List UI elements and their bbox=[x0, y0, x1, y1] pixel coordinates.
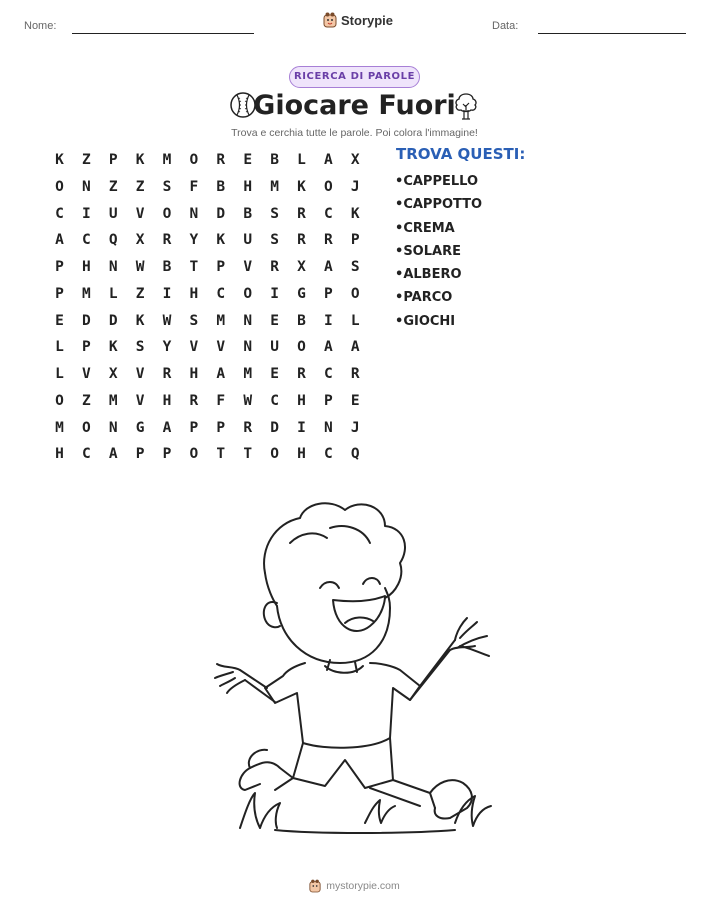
word-list-item: • SOLARE bbox=[395, 240, 482, 263]
grid-cell[interactable]: D bbox=[270, 419, 279, 436]
grid-cell[interactable]: R bbox=[297, 232, 306, 249]
grid-cell[interactable]: A bbox=[323, 152, 333, 168]
grid-cell[interactable]: Q bbox=[108, 232, 118, 249]
grid-cell[interactable]: S bbox=[135, 339, 145, 356]
grid-cell[interactable]: Z bbox=[108, 178, 118, 195]
grid-cell[interactable]: U bbox=[243, 232, 253, 249]
grid-cell[interactable]: R bbox=[162, 366, 172, 382]
grid-cell[interactable]: P bbox=[323, 392, 333, 409]
grid-cell[interactable]: M bbox=[108, 392, 118, 409]
grid-cell[interactable]: A bbox=[108, 446, 118, 463]
running-boy-coloring-illustration bbox=[205, 488, 505, 838]
grid-cell[interactable]: X bbox=[108, 366, 118, 382]
grid-cell[interactable]: H bbox=[243, 178, 253, 195]
word-list-item: • CAPPELLO bbox=[395, 170, 482, 193]
grid-cell[interactable]: H bbox=[189, 366, 199, 382]
grid-cell[interactable]: W bbox=[162, 312, 172, 329]
grid-cell[interactable]: A bbox=[323, 259, 333, 275]
name-line bbox=[72, 33, 254, 34]
word-list-item: • CAPPOTTO bbox=[395, 193, 482, 216]
grid-cell[interactable]: A bbox=[55, 232, 64, 249]
grid-cell[interactable]: M bbox=[81, 285, 91, 302]
grid-cell[interactable]: A bbox=[162, 419, 172, 436]
grid-cell[interactable]: J bbox=[350, 178, 360, 195]
grid-cell[interactable]: I bbox=[81, 205, 91, 222]
grid-cell[interactable]: K bbox=[135, 152, 145, 168]
grid-cell[interactable]: E bbox=[270, 312, 279, 329]
grid-cell[interactable]: I bbox=[162, 285, 172, 302]
grid-cell[interactable]: R bbox=[350, 366, 360, 382]
grid-cell[interactable]: H bbox=[162, 392, 172, 409]
word-list-item: • GIOCHI bbox=[395, 310, 482, 333]
name-label: Nome: bbox=[24, 20, 57, 32]
grid-cell[interactable]: A bbox=[323, 339, 333, 356]
grid-cell[interactable]: K bbox=[55, 152, 64, 168]
grid-cell[interactable]: B bbox=[270, 152, 279, 168]
grid-cell[interactable]: I bbox=[323, 312, 333, 329]
grid-cell[interactable]: G bbox=[135, 419, 145, 436]
grid-cell[interactable]: S bbox=[270, 232, 279, 249]
word-search-grid bbox=[46, 147, 369, 468]
brand bbox=[323, 12, 393, 28]
grid-cell[interactable]: L bbox=[297, 152, 306, 168]
grid-cell[interactable]: P bbox=[108, 152, 118, 168]
grid-cell[interactable]: P bbox=[189, 419, 199, 436]
grid-cell[interactable]: R bbox=[216, 152, 226, 168]
grid-cell[interactable]: X bbox=[135, 232, 145, 249]
brand-name: Storypie bbox=[341, 12, 394, 28]
word-list-item: • CREMA bbox=[395, 217, 482, 240]
grid-cell[interactable]: P bbox=[162, 446, 172, 463]
grid-cell[interactable]: A bbox=[216, 366, 226, 382]
grid-cell[interactable]: R bbox=[297, 205, 306, 222]
grid-cell[interactable]: O bbox=[55, 178, 64, 195]
grid-cell[interactable]: E bbox=[243, 152, 253, 168]
word-list bbox=[395, 170, 482, 333]
grid-cell[interactable]: C bbox=[81, 232, 91, 249]
grid-cell[interactable]: C bbox=[270, 392, 279, 409]
grid-cell[interactable]: Q bbox=[350, 446, 360, 463]
footer bbox=[0, 879, 709, 893]
grid-cell[interactable]: C bbox=[323, 366, 333, 382]
grid-cell[interactable]: P bbox=[216, 419, 226, 436]
date-label: Data: bbox=[492, 20, 519, 32]
grid-cell[interactable]: X bbox=[350, 152, 360, 168]
grid-cell[interactable]: Z bbox=[135, 178, 145, 195]
grid-cell[interactable]: B bbox=[162, 259, 172, 275]
storypie-logo-icon bbox=[323, 12, 337, 28]
grid-cell[interactable]: V bbox=[189, 339, 199, 356]
grid-cell[interactable]: B bbox=[243, 205, 253, 222]
word-list-heading: TROVA QUESTI: bbox=[396, 145, 526, 163]
grid-cell[interactable]: D bbox=[81, 312, 91, 329]
grid-cell[interactable]: V bbox=[135, 366, 145, 382]
grid-cell[interactable]: L bbox=[108, 285, 118, 302]
grid-cell[interactable]: O bbox=[81, 419, 91, 436]
word-list-item: • ALBERO bbox=[395, 263, 482, 286]
grid-cell[interactable]: W bbox=[135, 259, 145, 275]
grid-cell[interactable]: P bbox=[216, 259, 226, 275]
grid-cell[interactable]: F bbox=[189, 178, 199, 195]
grid-cell[interactable]: S bbox=[189, 312, 199, 329]
grid-cell[interactable]: C bbox=[55, 205, 64, 222]
grid-cell[interactable]: T bbox=[216, 446, 226, 463]
grid-cell[interactable]: S bbox=[350, 259, 360, 275]
grid-cell[interactable]: C bbox=[81, 446, 91, 463]
grid-cell[interactable]: P bbox=[323, 285, 333, 302]
grid-cell[interactable]: K bbox=[135, 312, 145, 329]
grid-cell[interactable]: L bbox=[55, 339, 64, 356]
grid-cell[interactable]: C bbox=[323, 446, 333, 463]
grid-cell[interactable]: V bbox=[81, 366, 91, 382]
grid-cell[interactable]: S bbox=[162, 178, 172, 195]
grid-cell[interactable]: C bbox=[216, 285, 226, 302]
grid-cell[interactable]: H bbox=[297, 392, 306, 409]
grid-cell[interactable]: M bbox=[55, 419, 64, 436]
instructions: Trova e cerchia tutte le parole. Poi colora l'immagine! bbox=[231, 127, 478, 139]
date-line bbox=[538, 33, 686, 34]
grid-cell[interactable]: M bbox=[162, 152, 172, 168]
grid-cell[interactable]: N bbox=[108, 419, 118, 436]
grid-cell[interactable]: K bbox=[350, 205, 360, 222]
grid-cell[interactable]: I bbox=[270, 285, 279, 302]
grid-cell[interactable]: R bbox=[270, 259, 279, 275]
grid-cell[interactable]: N bbox=[323, 419, 333, 436]
grid-cell[interactable]: A bbox=[350, 339, 360, 356]
page-title: Giocare Fuori bbox=[253, 90, 456, 121]
grid-cell[interactable]: N bbox=[243, 312, 253, 329]
grid-cell[interactable]: E bbox=[55, 312, 64, 329]
grid-cell[interactable]: G bbox=[297, 285, 306, 302]
grid-cell[interactable]: Z bbox=[81, 392, 91, 409]
tree-icon bbox=[451, 91, 481, 121]
grid-cell[interactable]: R bbox=[243, 419, 253, 436]
grid-cell[interactable]: L bbox=[350, 312, 360, 329]
grid-cell[interactable]: P bbox=[135, 446, 145, 463]
grid-cell[interactable]: B bbox=[216, 178, 226, 195]
grid-cell[interactable]: O bbox=[270, 446, 279, 463]
grid-cell[interactable]: U bbox=[108, 205, 118, 222]
word-list-item: • PARCO bbox=[395, 286, 482, 309]
grid-cell[interactable]: P bbox=[55, 285, 64, 302]
grid-cell[interactable]: P bbox=[350, 232, 360, 249]
grid-cell[interactable]: R bbox=[162, 232, 172, 249]
grid-cell[interactable]: C bbox=[323, 205, 333, 222]
grid-cell[interactable]: O bbox=[189, 446, 199, 463]
grid-cell[interactable]: T bbox=[243, 446, 253, 463]
grid-cell[interactable]: E bbox=[350, 392, 360, 409]
grid-cell[interactable]: V bbox=[243, 259, 253, 275]
grid-cell[interactable]: O bbox=[55, 392, 64, 409]
grid-cell[interactable]: P bbox=[55, 259, 64, 275]
grid-cell[interactable]: X bbox=[297, 259, 306, 275]
grid-cell[interactable]: H bbox=[297, 446, 306, 463]
grid-cell[interactable]: D bbox=[216, 205, 226, 222]
grid-cell[interactable]: K bbox=[108, 339, 118, 356]
grid-cell[interactable]: H bbox=[81, 259, 91, 275]
grid-cell[interactable]: J bbox=[350, 419, 360, 436]
grid-cell[interactable]: R bbox=[189, 392, 199, 409]
grid-cell[interactable]: W bbox=[243, 392, 253, 409]
grid-cell[interactable]: L bbox=[55, 366, 64, 382]
grid-cell[interactable]: F bbox=[216, 392, 226, 409]
grid-cell[interactable]: V bbox=[135, 392, 145, 409]
grid-cell[interactable]: K bbox=[216, 232, 226, 249]
grid-cell[interactable]: V bbox=[135, 205, 145, 222]
grid-cell[interactable]: V bbox=[216, 339, 226, 356]
grid-cell[interactable]: M bbox=[216, 312, 226, 329]
grid-cell[interactable]: H bbox=[189, 285, 199, 302]
grid-cell[interactable]: R bbox=[323, 232, 333, 249]
grid-cell[interactable]: N bbox=[189, 205, 199, 222]
grid-cell[interactable]: Y bbox=[189, 232, 199, 249]
grid-cell[interactable]: N bbox=[243, 339, 253, 356]
grid-cell[interactable]: Z bbox=[135, 285, 145, 302]
category-badge: RICERCA DI PAROLE bbox=[289, 66, 420, 88]
grid-cell[interactable]: R bbox=[297, 366, 306, 382]
grid-cell[interactable]: D bbox=[108, 312, 118, 329]
grid-cell[interactable]: N bbox=[108, 259, 118, 275]
grid-cell[interactable]: O bbox=[297, 339, 306, 356]
grid-cell[interactable]: O bbox=[162, 205, 172, 222]
grid-cell[interactable]: M bbox=[270, 178, 279, 195]
grid-cell[interactable]: I bbox=[297, 419, 306, 436]
grid-cell[interactable]: U bbox=[270, 339, 279, 356]
grid-cell[interactable]: O bbox=[323, 178, 333, 195]
grid-cell[interactable]: T bbox=[189, 259, 199, 275]
grid-cell[interactable]: O bbox=[189, 152, 199, 168]
grid-cell[interactable]: M bbox=[243, 366, 253, 382]
grid-cell[interactable]: E bbox=[270, 366, 279, 382]
grid-cell[interactable]: O bbox=[350, 285, 360, 302]
storypie-logo-icon bbox=[309, 879, 321, 893]
grid-cell[interactable]: K bbox=[297, 178, 306, 195]
grid-cell[interactable]: P bbox=[81, 339, 91, 356]
grid-cell[interactable]: B bbox=[297, 312, 306, 329]
grid-cell[interactable]: H bbox=[55, 446, 64, 463]
footer-url: mystorypie.com bbox=[326, 880, 400, 892]
grid-cell[interactable]: O bbox=[243, 285, 253, 302]
grid-cell[interactable]: Y bbox=[162, 339, 172, 356]
grid-cell[interactable]: Z bbox=[81, 152, 91, 168]
grid-cell[interactable]: S bbox=[270, 205, 279, 222]
grid-cell[interactable]: N bbox=[81, 178, 91, 195]
